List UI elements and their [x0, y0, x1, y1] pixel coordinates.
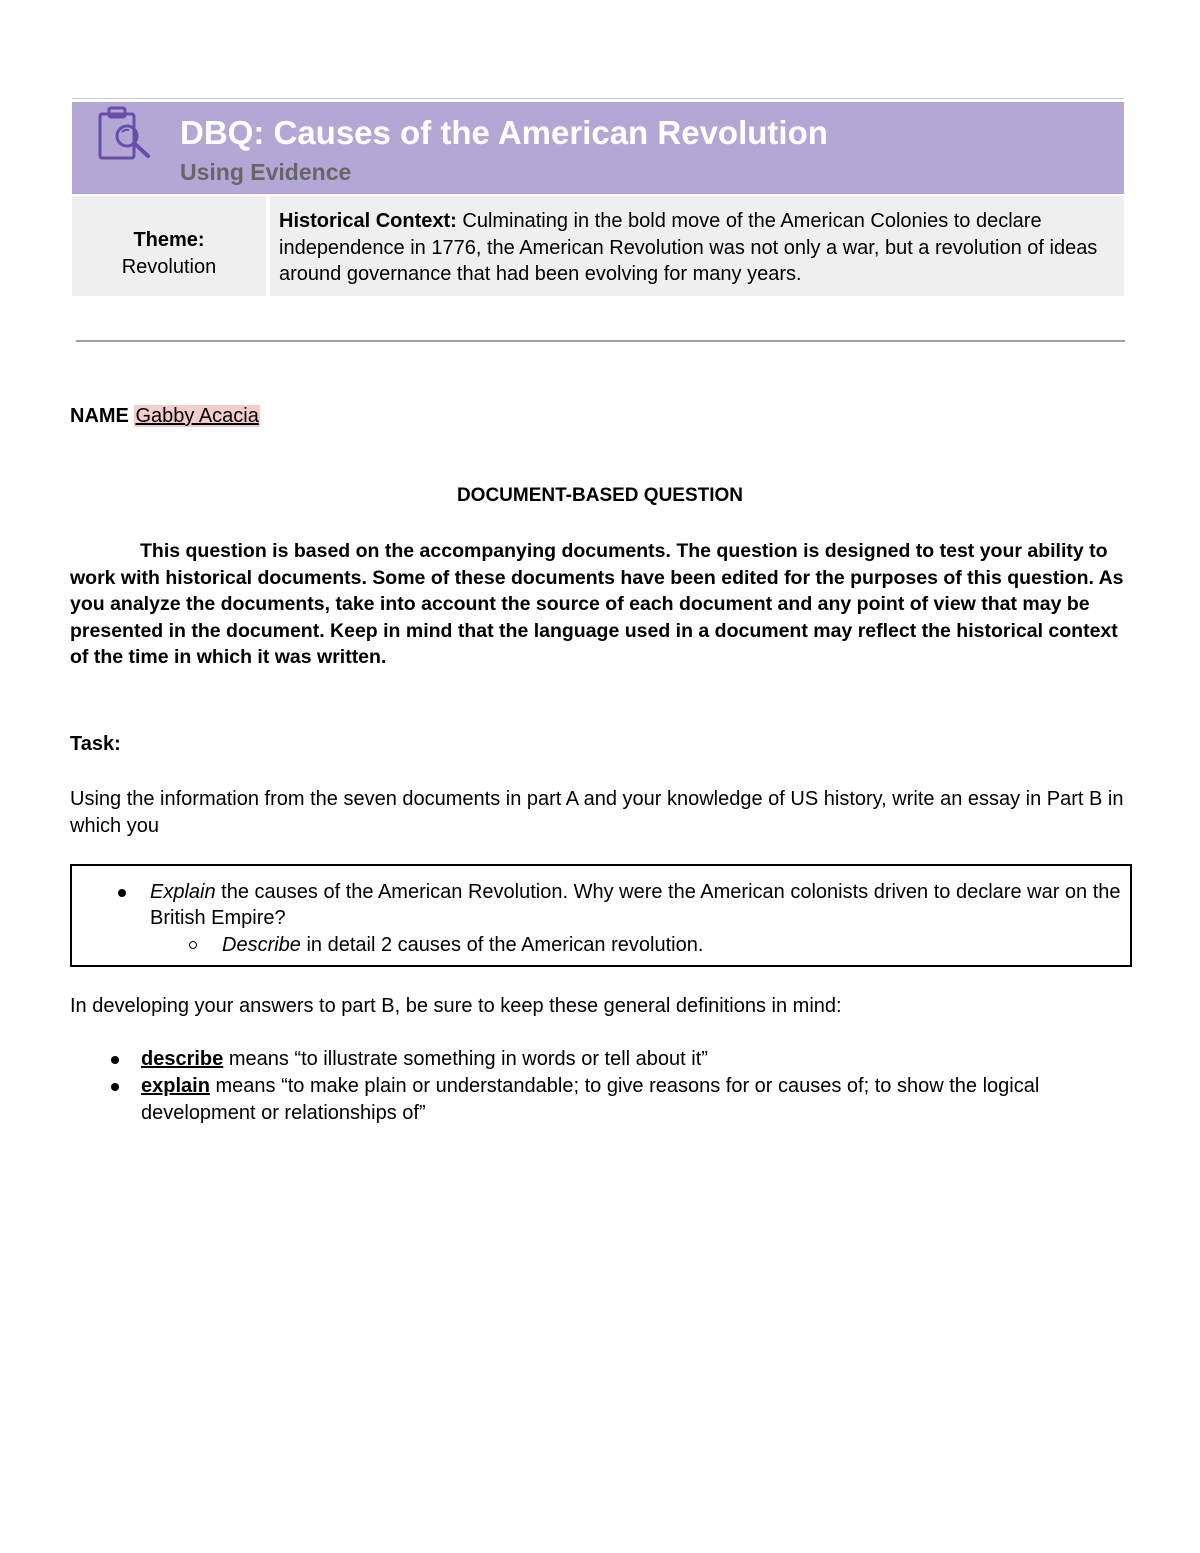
- task-bullet-text: the causes of the American Revolution. Why were the American colonists driven to declare war on the British Empire?: [150, 881, 1121, 929]
- theme-label: Theme:: [133, 229, 205, 251]
- task-sub-verb: Describe: [222, 934, 301, 956]
- context-table: [72, 196, 1124, 296]
- definition-item: [141, 1046, 1131, 1073]
- name-label: NAME: [70, 405, 129, 427]
- bullet-dot-icon: [111, 1083, 119, 1091]
- task-sub-bullet: [222, 932, 703, 958]
- name-line: [70, 405, 260, 428]
- definition-text: means “to illustrate something in words or tell about it”: [223, 1048, 708, 1070]
- clipboard-magnifier-icon: [96, 102, 158, 164]
- dbq-heading: DOCUMENT-BASED QUESTION: [456, 485, 744, 506]
- task-box: [70, 864, 1132, 967]
- top-rule: [72, 98, 1124, 99]
- theme-value: Revolution: [121, 256, 217, 278]
- task-text: Using the information from the seven documents in part A and your knowledge of US history, write an essay in Part B in which you: [70, 788, 1124, 837]
- sub-bullet-ring-icon: [189, 941, 197, 949]
- bullet-dot-icon: [111, 1056, 119, 1064]
- page-subtitle: Using Evidence: [180, 159, 352, 185]
- bullet-dot-icon: [118, 889, 126, 897]
- definition-term: describe: [141, 1048, 224, 1070]
- definition-item: [141, 1073, 1131, 1127]
- theme-cell: [72, 196, 266, 296]
- definition-term: explain: [141, 1075, 210, 1097]
- dbq-intro: This question is based on the accompanying documents. The question is designed to test your ability to work with historical documents. Some of these documents have been edited for the purposes of this question. As you analyze the documents, take into account the source of each document and any point of view that may be presented in the document. Keep in mind that the language used in a document may reflect the historical context of the time in which it was written.: [70, 540, 1124, 668]
- historical-context-label: Historical Context:: [279, 210, 457, 232]
- title-banner: [72, 102, 1124, 194]
- student-name: Gabby Acacia: [135, 405, 259, 427]
- task-label: Task:: [70, 733, 121, 755]
- definition-text: means “to make plain or understandable; to give reasons for or causes of; to show the logical development or relationships of”: [141, 1075, 1040, 1124]
- historical-context-text: [279, 208, 1119, 288]
- task-bullet: [150, 879, 1140, 931]
- task-bullet-verb: Explain: [150, 881, 216, 903]
- historical-context-cell: [270, 196, 1124, 296]
- page-title: DBQ: Causes of the American Revolution: [180, 114, 828, 151]
- task-sub-text: in detail 2 causes of the American revolution.: [300, 934, 704, 956]
- historical-context-body: Culminating in the bold move of the American Colonies to declare independence in 1776, the American Revolution was not only a war, but a revolution of ideas around governance that had been evolving for many years.: [279, 210, 1098, 285]
- divider: [76, 340, 1125, 342]
- definitions-intro: In developing your answers to part B, be sure to keep these general definitions in mind:: [70, 995, 842, 1017]
